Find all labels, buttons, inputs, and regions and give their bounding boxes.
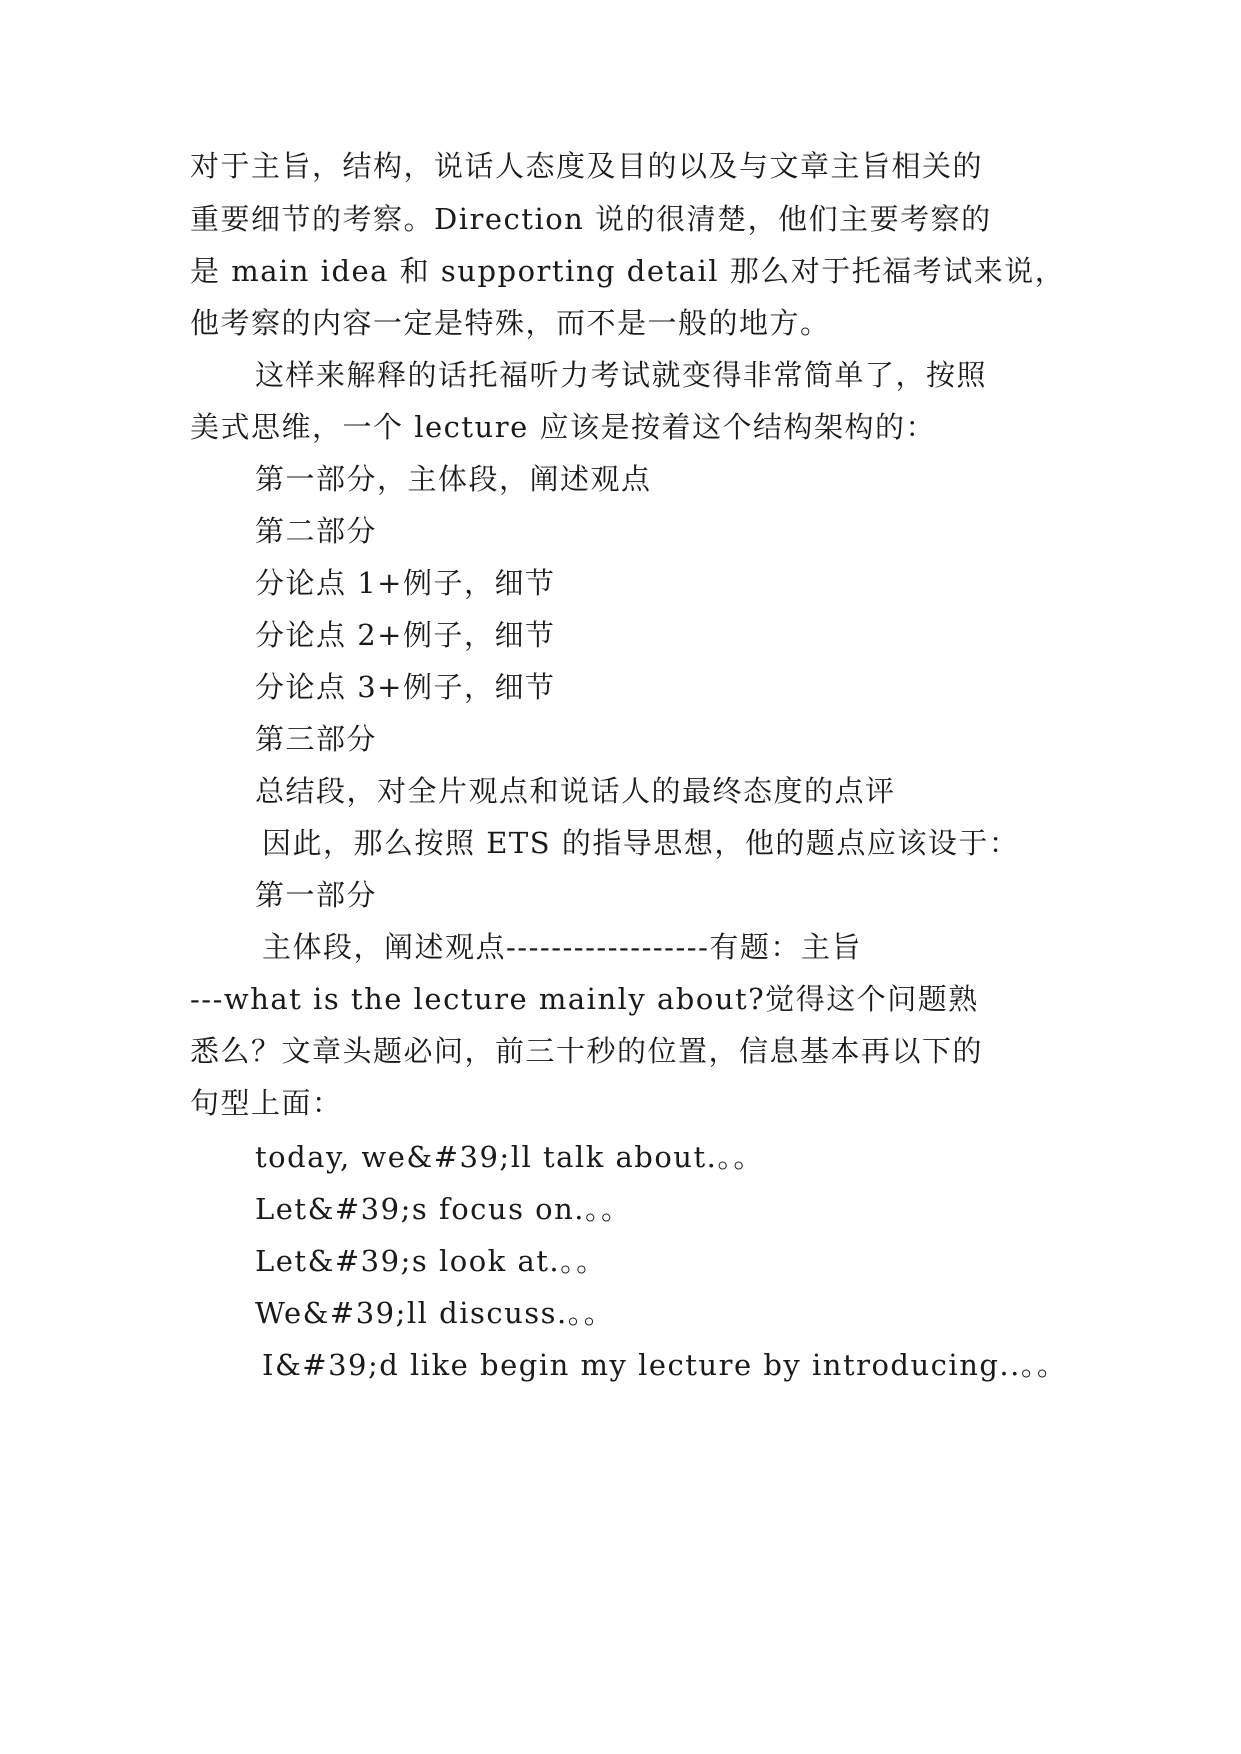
paragraph-line: 美式思维，一个 lecture 应该是按着这个结构架构的： bbox=[190, 410, 936, 444]
conclusion-line: 因此，那么按照 ETS 的指导思想，他的题点应该设于： bbox=[262, 826, 1020, 860]
example-sentence: We&#39;ll discuss.。。 bbox=[255, 1296, 615, 1330]
structure-item: 总结段，对全片观点和说话人的最终态度的点评 bbox=[255, 774, 896, 808]
structure-item: 分论点 2+例子，细节 bbox=[255, 618, 556, 652]
example-sentence: Let&#39;s look at.。。 bbox=[255, 1244, 607, 1278]
paragraph-line: 是 main idea 和 supporting detail 那么对于托福考试来说， bbox=[190, 254, 1066, 288]
structure-item: 第三部分 bbox=[255, 722, 378, 756]
paragraph-line: 这样来解释的话托福听力考试就变得非常简单了，按照 bbox=[255, 358, 988, 392]
paragraph-line: 悉么？文章头题必问，前三十秒的位置，信息基本再以下的 bbox=[190, 1034, 984, 1068]
example-sentence: today, we&#39;ll talk about.。。 bbox=[255, 1140, 764, 1174]
example-sentence: I&#39;d like begin my lecture by introducing..。。 bbox=[262, 1348, 1068, 1382]
paragraph-line: 句型上面： bbox=[190, 1086, 343, 1120]
paragraph-line: 主体段，阐述观点------------------有题：主旨 bbox=[262, 930, 862, 964]
paragraph-line: 他考察的内容一定是特殊，而不是一般的地方。 bbox=[190, 306, 831, 340]
structure-item: 第一部分，主体段，阐述观点 bbox=[255, 462, 652, 496]
structure-item: 分论点 1+例子，细节 bbox=[255, 566, 556, 600]
paragraph-line: 对于主旨，结构，说话人态度及目的以及与文章主旨相关的 bbox=[190, 149, 984, 183]
paragraph-line: ---what is the lecture mainly about?觉得这个问题熟 bbox=[190, 982, 979, 1016]
example-sentence: Let&#39;s focus on.。。 bbox=[255, 1192, 632, 1226]
paragraph-line: 重要细节的考察。Direction 说的很清楚，他们主要考察的 bbox=[190, 202, 992, 236]
structure-item: 第二部分 bbox=[255, 514, 378, 548]
section-heading: 第一部分 bbox=[255, 878, 378, 912]
structure-item: 分论点 3+例子，细节 bbox=[255, 670, 556, 704]
